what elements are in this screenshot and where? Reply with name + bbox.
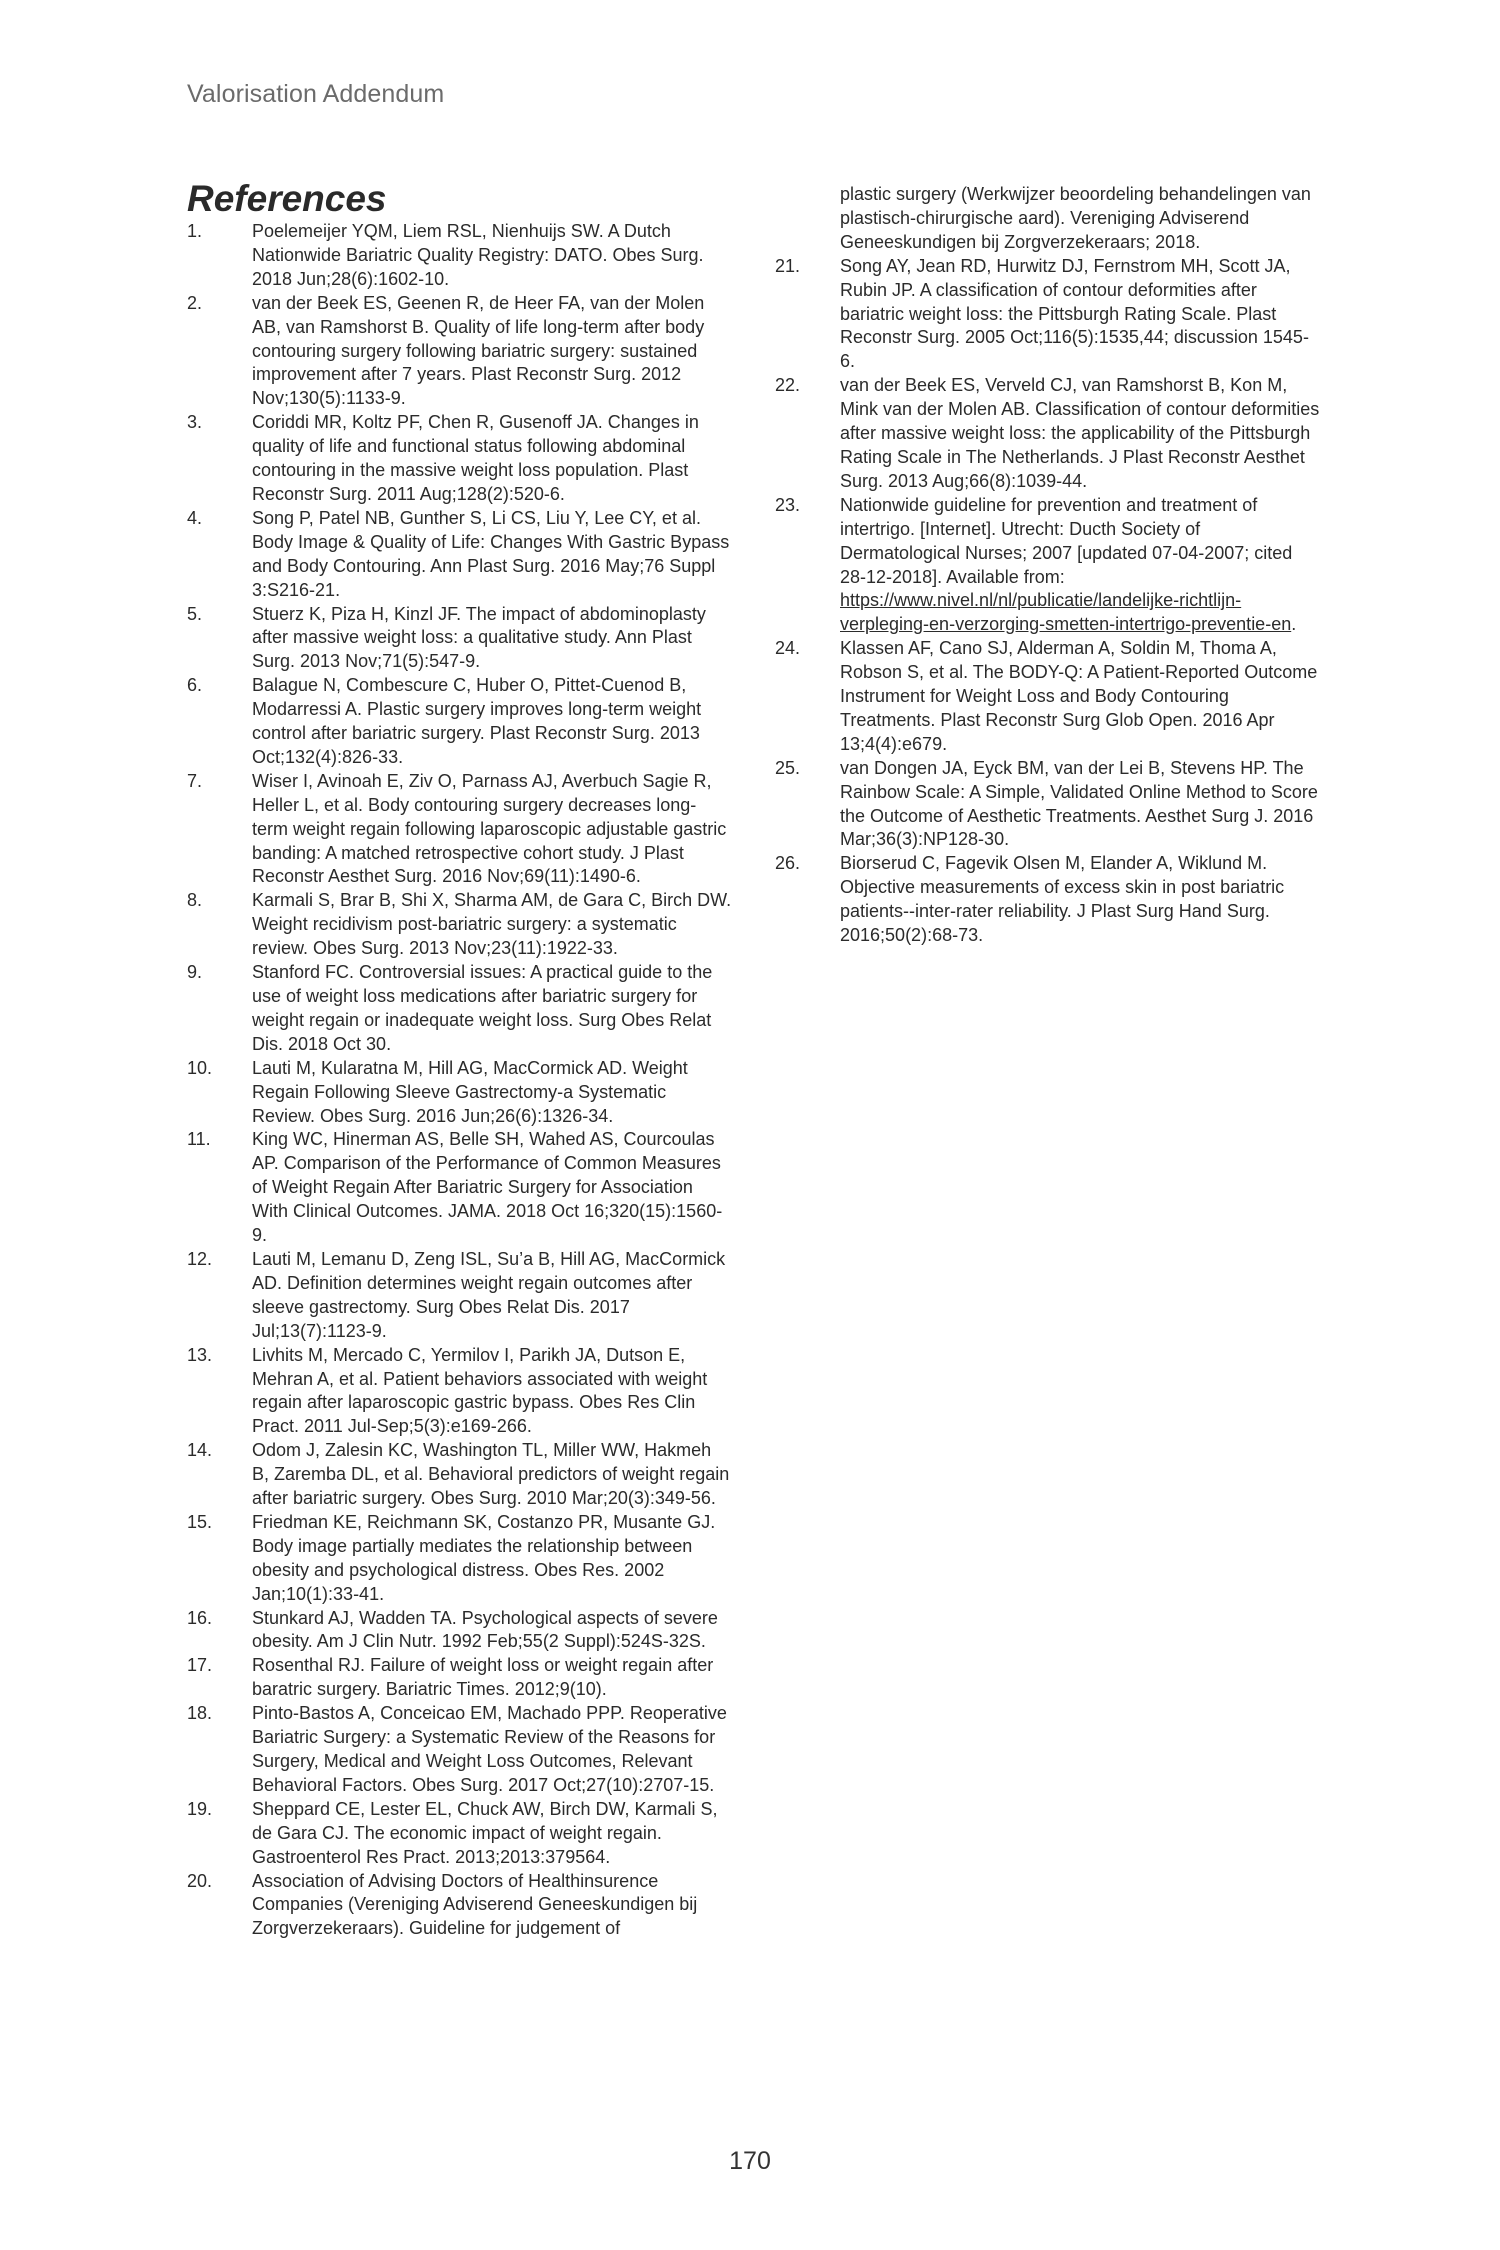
- reference-number: 17.: [187, 1655, 213, 1676]
- reference-number: 14.: [187, 1440, 213, 1461]
- reference-link[interactable]: https://www.nivel.nl/nl/publicatie/landelijke-richtlijn-verpleging-en-verzorging-smetten-intertrigo-preventie-en: [840, 590, 1292, 635]
- reference-item: [187, 603, 732, 675]
- reference-text: Lauti M, Lemanu D, Zeng ISL, Su’a B, Hill AG, MacCormick AD. Definition determines weight regain outcomes after sleeve gastrectomy. Surg Obes Relat Dis. 2017 Jul;13(7):1123-9.: [252, 1248, 726, 1341]
- reference-number: 9.: [187, 962, 203, 983]
- reference-text: van der Beek ES, Geenen R, de Heer FA, van der Molen AB, van Ramshorst B. Quality of life long-term after body contouring surgery following bariatric surgery: sustained improvement after 7 years. Plast Reconstr Surg. 2012 Nov;130(5):1133-9.: [252, 292, 705, 409]
- reference-text: van Dongen JA, Eyck BM, van der Lei B, Stevens HP. The Rainbow Scale: A Simple, Validated Online Method to Score the Outcome of Aesthetic Treatments. Aesthet Surg J. 2016 Mar;36(3):NP128-30.: [840, 757, 1318, 850]
- reference-number: 15.: [187, 1511, 213, 1532]
- reference-text-body: Nationwide guideline for prevention and treatment of intertrigo. [Internet]. Utrecht: Ducth Society of Dermatological Nurses; 2007 [updated 07-04-2007; cited 28-12-2018]. Available from:: [840, 494, 1293, 587]
- reference-item: [187, 1870, 732, 1942]
- reference-text: King WC, Hinerman AS, Belle SH, Wahed AS, Courcoulas AP. Comparison of the Performance of Common Measures of Weight Regain After Bariatric Surgery for Association With Clinical Outcomes. JAMA. 2018 Oct 16;320(15):1560-9.: [252, 1129, 723, 1246]
- reference-text: Song AY, Jean RD, Hurwitz DJ, Fernstrom MH, Scott JA, Rubin JP. A classification of contour deformities after bariatric weight loss: the Pittsburgh Rating Scale. Plast Reconstr Surg. 2005 Oct;116(5):1535,44; discussion 1545-6.: [840, 255, 1309, 372]
- reference-text: Sheppard CE, Lester EL, Chuck AW, Birch DW, Karmali S, de Gara CJ. The economic impact of weight regain. Gastroenterol Res Pract. 2013;2013:379564.: [252, 1798, 718, 1867]
- reference-item: [187, 674, 732, 770]
- reference-item: [187, 961, 732, 1057]
- reference-item: [187, 770, 732, 890]
- reference-number: 12.: [187, 1248, 213, 1269]
- section-title: References: [187, 178, 387, 219]
- reference-item: [187, 1607, 732, 1655]
- reference-number: 11.: [187, 1129, 211, 1150]
- reference-text: Klassen AF, Cano SJ, Alderman A, Soldin M, Thoma A, Robson S, et al. The BODY-Q: A Patient-Reported Outcome Instrument for Weight Loss and Body Contouring Treatments. Plast Reconstr Surg Glob Open. 2016 Apr 13;4(4):e679.: [840, 638, 1318, 754]
- reference-number: 22.: [775, 375, 801, 396]
- reference-number: 19.: [187, 1798, 213, 1819]
- reference-item: [187, 220, 732, 292]
- reference-number: 5.: [187, 603, 203, 624]
- reference-number: 6.: [187, 675, 203, 696]
- reference-text: Biorserud C, Fagevik Olsen M, Elander A, Wiklund M. Objective measurements of excess skin in post bariatric patients--inter-rater reliability. J Plast Surg Hand Surg. 2016;50(2):68-73.: [840, 853, 1285, 946]
- reference-text: Song P, Patel NB, Gunther S, Li CS, Liu Y, Lee CY, et al. Body Image & Quality of Life: Changes With Gastric Bypass and Body Contouring. Ann Plast Surg. 2016 May;76 Suppl 3:S216-21.: [252, 507, 730, 600]
- reference-text: Coriddi MR, Koltz PF, Chen R, Gusenoff JA. Changes in quality of life and functional status following abdominal contouring in the massive weight loss population. Plast Reconstr Surg. 2011 Aug;128(2):520-6.: [252, 412, 699, 504]
- reference-item: [187, 1439, 732, 1511]
- reference-number: 7.: [187, 770, 203, 791]
- reference-text: Livhits M, Mercado C, Yermilov I, Parikh JA, Dutson E, Mehran A, et al. Patient behaviors associated with weight regain after laparoscopic gastric bypass. Obes Res Clin Pract. 2011 Jul-Sep;5(3):e169-266.: [252, 1344, 708, 1437]
- reference-number: 16.: [187, 1607, 213, 1628]
- reference-item: [187, 1798, 732, 1870]
- reference-item: [187, 1248, 732, 1344]
- reference-number: 20.: [187, 1870, 213, 1891]
- reference-item: [775, 494, 1320, 637]
- reference-number: 18.: [187, 1703, 213, 1724]
- reference-text: Stanford FC. Controversial issues: A practical guide to the use of weight loss medications after bariatric surgery for weight regain or inadequate weight loss. Surg Obes Relat Dis. 2018 Oct 30.: [252, 962, 713, 1054]
- reference-number: 25.: [775, 757, 801, 778]
- reference-text: Karmali S, Brar B, Shi X, Sharma AM, de Gara C, Birch DW. Weight recidivism post-bariatric surgery: a systematic review. Obes Surg. 2013 Nov;23(11):1922-33.: [252, 890, 732, 959]
- reference-item: [775, 374, 1320, 494]
- reference-text: Poelemeijer YQM, Liem RSL, Nienhuijs SW. A Dutch Nationwide Bariatric Quality Registry: DATO. Obes Surg. 2018 Jun;28(6):1602-10.: [252, 221, 704, 289]
- reference-number: 4.: [187, 507, 203, 528]
- reference-column-right: [775, 183, 1320, 948]
- reference-item: [187, 1702, 732, 1798]
- reference-item: [775, 255, 1320, 375]
- running-header: Valorisation Addendum: [187, 80, 445, 108]
- reference-item: [775, 757, 1320, 853]
- reference-number: 24.: [775, 638, 801, 659]
- reference-number: 13.: [187, 1344, 213, 1365]
- reference-text: Rosenthal RJ. Failure of weight loss or weight regain after baratric surgery. Bariatric Times. 2012;9(10).: [252, 1655, 714, 1700]
- reference-text: Balague N, Combescure C, Huber O, Pittet-Cuenod B, Modarressi A. Plastic surgery improves long-term weight control after bariatric surgery. Plast Reconstr Surg. 2013 Oct;132(4):826-33.: [252, 675, 702, 767]
- reference-item: [775, 852, 1320, 948]
- reference-item: [187, 1654, 732, 1702]
- reference-text: [840, 494, 1320, 637]
- reference-item: [187, 507, 732, 603]
- reference-text: Stunkard AJ, Wadden TA. Psychological aspects of severe obesity. Am J Clin Nutr. 1992 Feb;55(2 Suppl):524S-32S.: [252, 1607, 718, 1652]
- reference-number: 26.: [775, 853, 801, 874]
- reference-text: Stuerz K, Piza H, Kinzl JF. The impact of abdominoplasty after massive weight loss: a qualitative study. Ann Plast Surg. 2013 Nov;71(5):547-9.: [252, 603, 706, 672]
- reference-item: [187, 1057, 732, 1129]
- reference-text: Association of Advising Doctors of Healthinsurence Companies (Vereniging Adviserend Geneeskundigen bij Zorgverzekeraars). Guideline for judgement of: [252, 1870, 698, 1939]
- reference-continuation: [775, 183, 1320, 255]
- reference-item: [187, 292, 732, 412]
- reference-text: Odom J, Zalesin KC, Washington TL, Miller WW, Hakmeh B, Zaremba DL, et al. Behavioral predictors of weight regain after bariatric surgery. Obes Surg. 2010 Mar;20(3):349-56.: [252, 1440, 730, 1509]
- reference-number: 2.: [187, 292, 203, 313]
- reference-item: [187, 411, 732, 507]
- reference-number: 10.: [187, 1057, 213, 1078]
- reference-item: [187, 1511, 732, 1607]
- reference-text: Lauti M, Kularatna M, Hill AG, MacCormick AD. Weight Regain Following Sleeve Gastrectomy-a Systematic Review. Obes Surg. 2016 Jun;26(6):1326-34.: [252, 1057, 688, 1126]
- reference-text: Friedman KE, Reichmann SK, Costanzo PR, Musante GJ. Body image partially mediates the relationship between obesity and psychological distress. Obes Res. 2002 Jan;10(1):33-41.: [252, 1511, 716, 1604]
- reference-text: Pinto-Bastos A, Conceicao EM, Machado PPP. Reoperative Bariatric Surgery: a Systematic Review of the Reasons for Surgery, Medical and Weight Loss Outcomes, Relevant Behavioral Factors. Obes Surg. 2017 Oct;27(10):2707-15.: [252, 1703, 727, 1795]
- reference-text: Wiser I, Avinoah E, Ziv O, Parnass AJ, Averbuch Sagie R, Heller L, et al. Body contouring surgery decreases long-term weight regain following laparoscopic adjustable gastric banding: A matched retrospective cohort study. J Plast Reconstr Aesthet Surg. 2016 Nov;69(11):1490-6.: [252, 770, 727, 887]
- reference-number: 21.: [775, 255, 801, 276]
- page-number: 170: [729, 2147, 771, 2175]
- reference-column-left: [187, 220, 732, 1941]
- reference-text: plastic surgery (Werkwijzer beoordeling behandelingen van plastisch-chirurgische aard). Vereniging Adviserend Geneeskundigen bij Zorgverzekeraars; 2018.: [840, 184, 1311, 252]
- reference-number: 23.: [775, 494, 801, 515]
- reference-text: van der Beek ES, Verveld CJ, van Ramshorst B, Kon M, Mink van der Molen AB. Classification of contour deformities after massive weight loss: the applicability of the Pittsburgh Rating Scale in The Netherlands. J Plast Reconstr Aesthet Surg. 2013 Aug;66(8):1039-44.: [840, 375, 1320, 491]
- reference-item: [187, 1128, 732, 1248]
- reference-item: [775, 637, 1320, 757]
- reference-text-end: .: [1291, 614, 1297, 635]
- reference-number: 3.: [187, 412, 203, 433]
- reference-number: 1.: [187, 221, 203, 241]
- reference-item: [187, 889, 732, 961]
- reference-number: 8.: [187, 890, 203, 911]
- reference-item: [187, 1344, 732, 1440]
